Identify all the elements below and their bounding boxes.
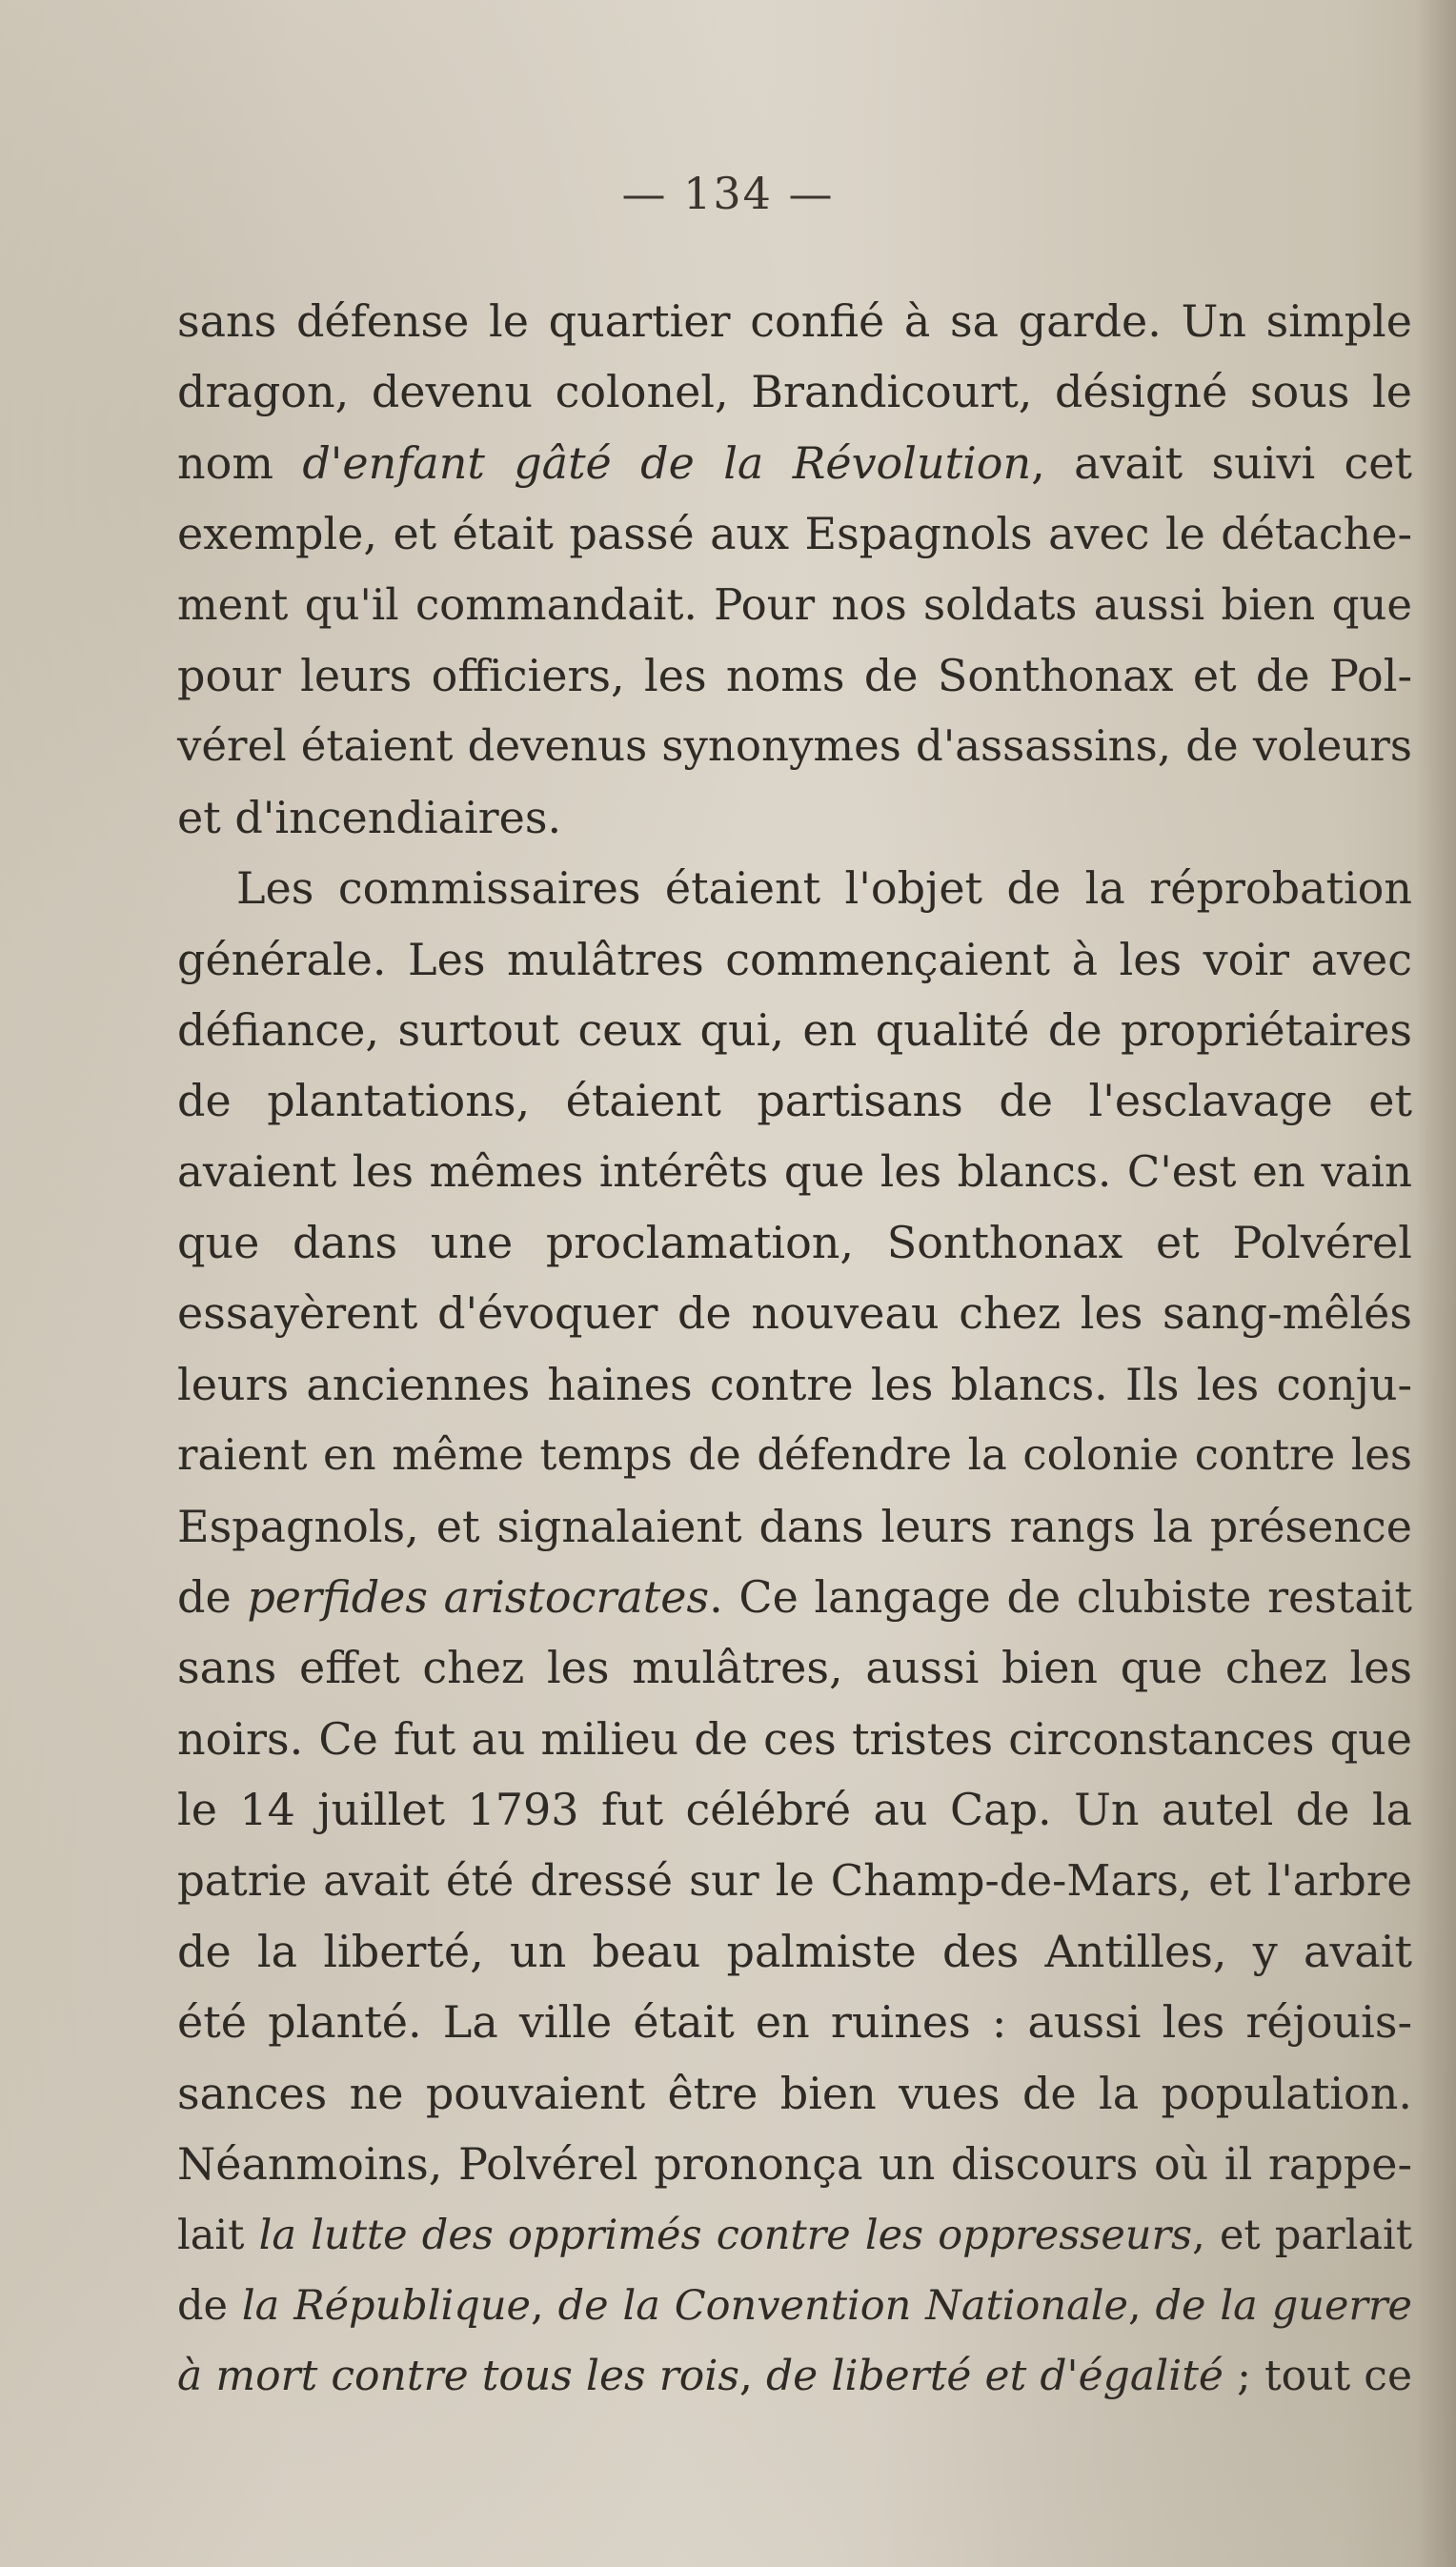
text-line [177, 286, 1412, 356]
italic-text: d'enfant gâté de la Révolution [302, 436, 1032, 489]
text-line [177, 782, 1412, 853]
text-segment: , [1127, 2281, 1156, 2330]
text-line [177, 498, 1412, 569]
text-segment: nom [177, 436, 303, 489]
text-segment: exemple, et était passé aux Espagnols avec le détache- [177, 508, 1412, 560]
text-line [177, 1916, 1412, 1987]
text-segment: , [738, 2352, 767, 2401]
text-line [177, 995, 1412, 1065]
italic-text: de la Convention Nationale [557, 2281, 1128, 2330]
text-line [177, 1137, 1412, 1207]
text-segment: avaient les mêmes intérêts que les blancs. C'est en vain [177, 1145, 1412, 1197]
text-line [177, 1349, 1412, 1420]
text-segment: et d'incendiaires. [177, 791, 562, 843]
text-line [177, 924, 1412, 995]
text-segment: vérel étaient devenus synonymes d'assassins, de voleurs [177, 720, 1412, 772]
text-segment: essayèrent d'évoquer de nouveau chez les sang-mêlés [177, 1287, 1412, 1340]
text-line [177, 2341, 1412, 2412]
text-segment: Espagnols, et signalaient dans leurs rangs la présence [177, 1500, 1412, 1552]
italic-text: la lutte des opprimés contre les oppresseurs [258, 2211, 1193, 2259]
text-line [177, 1632, 1412, 1703]
text-segment: patrie avait été dressé sur le Champ-de-Mars, et l'arbre [177, 1854, 1412, 1906]
page-number: — 134 — [621, 168, 835, 219]
text-line [177, 853, 1412, 923]
text-line [177, 1987, 1412, 2057]
text-segment: , et parlait [1192, 2211, 1413, 2259]
text-segment: que dans une proclamation, Sonthonax et Polvérel [177, 1217, 1412, 1269]
text-segment: générale. Les mulâtres commençaient à les voir avec [177, 933, 1412, 985]
text-line [177, 2200, 1412, 2271]
text-line [177, 640, 1412, 711]
text-segment: lait [177, 2211, 259, 2259]
text-segment: noirs. Ce fut au milieu de ces tristes circonstances que [177, 1712, 1412, 1765]
text-segment: de plantations, étaient partisans de l'esclavage et [177, 1075, 1412, 1127]
text-line [177, 711, 1412, 781]
text-line [177, 1774, 1412, 1845]
text-segment: pour leurs officiers, les noms de Sonthonax et de Pol- [177, 649, 1412, 701]
italic-text: de la guerre [1155, 2281, 1412, 2330]
text-segment: leurs anciennes haines contre les blancs. Ils les conju- [177, 1358, 1412, 1410]
text-segment: de la liberté, un beau palmiste des Antilles, y avait [177, 1925, 1412, 1977]
italic-text: la République [241, 2281, 531, 2330]
italic-text: perfides aristocrates [247, 1571, 710, 1624]
text-segment: Les commissaires étaient l'objet de la réprobation [236, 862, 1412, 915]
text-segment: sances ne pouvaient être bien vues de la population. [177, 2067, 1412, 2119]
italic-text: à mort contre tous les rois [177, 2352, 739, 2401]
text-segment: raient en même temps de défendre la colonie contre les [177, 1429, 1412, 1481]
text-line [177, 1846, 1412, 1916]
text-segment: sans défense le quartier confié à sa garde. Un simple [177, 295, 1412, 347]
text-line [177, 1065, 1412, 1136]
text-line [177, 2271, 1412, 2341]
text-segment: de [177, 1571, 248, 1624]
text-line [177, 570, 1412, 640]
text-line [177, 1704, 1412, 1774]
text-segment: ment qu'il commandait. Pour nos soldats aussi bien que [177, 578, 1412, 630]
text-segment: Néanmoins, Polvérel prononça un discours où il rappe- [177, 2138, 1412, 2191]
text-segment: le 14 juillet 1793 fut célébré au Cap. Un autel de la [177, 1784, 1412, 1836]
text-line [177, 1420, 1412, 1490]
body-text [177, 286, 1412, 2413]
text-segment: , avait suivi cet [1031, 436, 1413, 489]
text-line [177, 356, 1412, 427]
text-line [177, 1562, 1412, 1632]
text-line [177, 1278, 1412, 1348]
italic-text: de liberté et d'égalité [766, 2352, 1223, 2401]
text-segment: . Ce langage de clubiste restait [709, 1571, 1412, 1624]
text-segment: , [530, 2281, 558, 2330]
text-segment: de [177, 2281, 242, 2330]
text-line [177, 1491, 1412, 1562]
text-segment: défiance, surtout ceux qui, en qualité de propriétaires [177, 1003, 1412, 1056]
text-line [177, 2058, 1412, 2129]
text-line [177, 1207, 1412, 1278]
text-segment: été planté. La ville était en ruines : aussi les réjouis- [177, 1996, 1412, 2049]
text-segment: sans effet chez les mulâtres, aussi bien que chez les [177, 1642, 1412, 1694]
text-line [177, 2129, 1412, 2199]
text-line [177, 428, 1412, 498]
page-edge-shadow [1416, 0, 1456, 2567]
text-segment: ; tout ce [1223, 2352, 1412, 2401]
text-segment: dragon, devenu colonel, Brandicourt, désigné sous le [177, 366, 1412, 418]
